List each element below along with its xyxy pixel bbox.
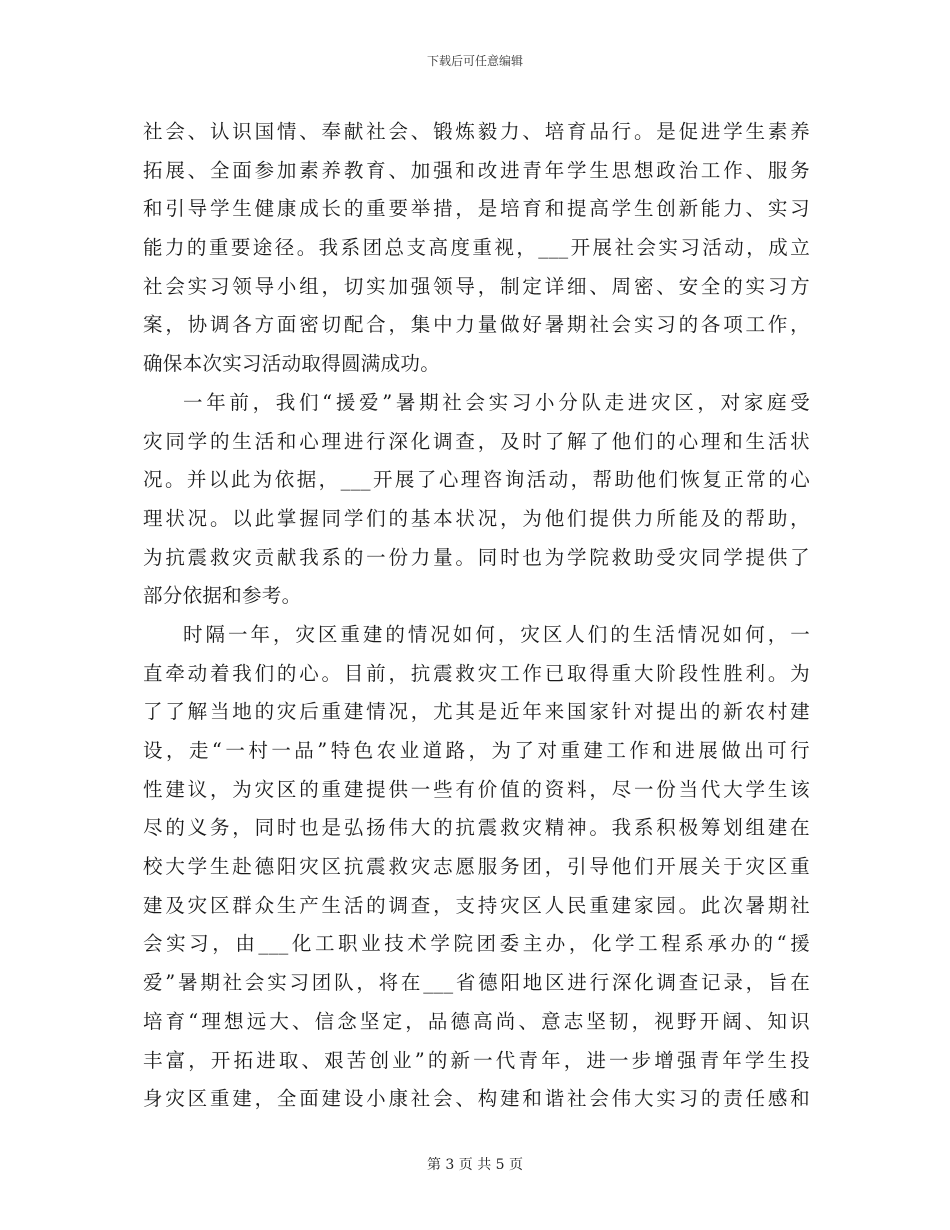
body-line: 会实习，由___化工职业技术学院团委主办，化学工程系承办的“援 xyxy=(143,932,810,956)
body-line: 拓展、全面参加素养教育、加强和改进青年学生思想政治工作、服务 xyxy=(143,158,810,182)
body-line: 设，走“一村一品”特色农业道路，为了对重建工作和进展做出可行 xyxy=(143,739,810,762)
body-line: 案，协调各方面密切配合，集中力量做好暑期社会实习的各项工作， xyxy=(143,313,810,337)
body-line: 性建议，为灾区的重建提供一些有价值的资料，尽一份当代大学生该 xyxy=(143,777,810,801)
body-line: 身灾区重建，全面建设小康社会、构建和谐社会伟大实习的责任感和 xyxy=(143,1087,810,1111)
body-line: 理状况。以此掌握同学们的基本状况，为他们提供力所能及的帮助， xyxy=(143,506,810,530)
body-line: 能力的重要途径。我系团总支高度重视，___开展社会实习活动，成立 xyxy=(143,236,810,260)
body-line: 校大学生赴德阳灾区抗震救灾志愿服务团，引导他们开展关于灾区重 xyxy=(143,855,810,879)
body-line: 和引导学生健康成长的重要举措，是培育和提高学生创新能力、实习 xyxy=(143,197,810,221)
body-line: 直牵动着我们的心。目前，抗震救灾工作已取得重大阶段性胜利。为 xyxy=(143,661,810,685)
body-line: 部分依据和参考。 xyxy=(143,584,302,608)
body-line: 灾同学的生活和心理进行深化调查，及时了解了他们的心理和生活状 xyxy=(143,429,810,453)
body-line: 为抗震救灾贡献我系的一份力量。同时也为学院救助受灾同学提供了 xyxy=(143,545,810,569)
document-body xyxy=(143,113,810,1119)
body-line: 爱”暑期社会实习团队，将在___省德阳地区进行深化调查记录，旨在 xyxy=(143,971,810,995)
body-line: 建及灾区群众生产生活的调查，支持灾区人民重建家园。此次暑期社 xyxy=(143,893,810,917)
body-line: 尽的义务，同时也是弘扬伟大的抗震救灾精神。我系积极筹划组建在 xyxy=(143,816,810,840)
body-line: 一年前，我们“援爱”暑期社会实习小分队走进灾区，对家庭受 xyxy=(183,390,810,414)
body-line: 社会实习领导小组，切实加强领导，制定详细、周密、安全的实习方 xyxy=(143,274,810,298)
body-line: 了了解当地的灾后重建情况，尤其是近年来国家针对提出的新农村建 xyxy=(143,700,810,724)
body-line: 丰富，开拓进取、艰苦创业”的新一代青年，进一步增强青年学生投 xyxy=(143,1048,810,1072)
body-line: 确保本次实习活动取得圆满成功。 xyxy=(143,352,441,376)
page-number: 第 3 页 共 5 页 xyxy=(426,1157,524,1173)
body-line: 培育“理想远大、信念坚定，品德高尚、意志坚韧，视野开阔、知识 xyxy=(143,1009,810,1033)
page-header: 下载后可任意编辑 xyxy=(426,54,523,68)
body-line: 时隔一年，灾区重建的情况如何，灾区人们的生活情况如何，一 xyxy=(183,622,810,646)
body-line: 社会、认识国情、奉献社会、锻炼毅力、培育品行。是促进学生素养 xyxy=(143,120,810,143)
body-line: 况。并以此为依据，___开展了心理咨询活动，帮助他们恢复正常的心 xyxy=(143,468,810,492)
